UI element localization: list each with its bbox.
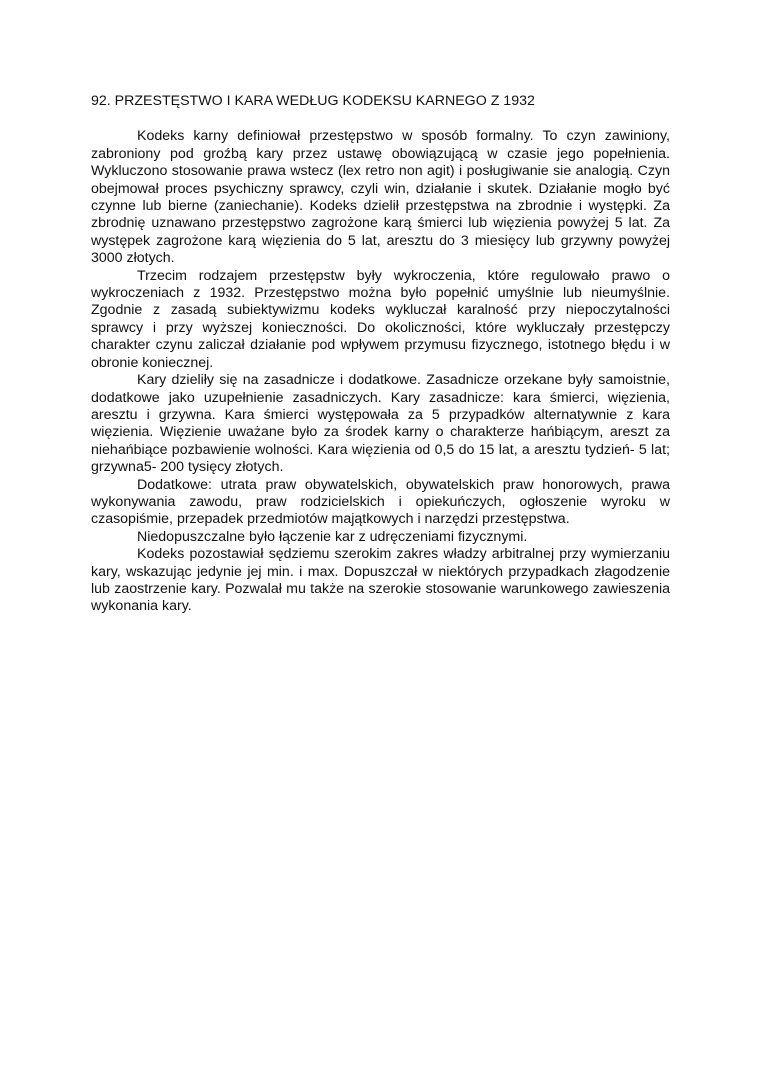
- paragraph-kary: Kary dzieliły się na zasadnicze i dodatkowe. Zasadnicze orzekane były samoistnie, dodatkowe jako uzupełnienie zasadniczych. Kary zasadnicze: kara śmierci, więzienia, aresztu i grzywna. Kara śmierci występowała za 5 przypadków alternatywnie z kara więzienia. Więzienie uważane było za środek karny o charakterze hańbiącym, areszt za niehańbiące pozbawienie wolności. Kara więzienia od 0,5 do 15 lat, a aresztu tydzień- 5 lat; grzywna5- 200 tysięcy złotych.: [91, 372, 670, 476]
- paragraph-dodatkowe: Dodatkowe: utrata praw obywatelskich, obywatelskich praw honorowych, prawa wykonywania zawodu, praw rodzicielskich i opiekuńczych, ogłoszenie wyroku w czasopiśmie, przepadek przedmiotów majątkowych i narzędzi przestępstwa.: [91, 476, 670, 528]
- document-title: 92. PRZESTĘSTWO I KARA WEDŁUG KODEKSU KARNEGO Z 1932: [91, 93, 535, 109]
- document-body: [91, 93, 670, 616]
- paragraph-sedzia: Kodeks pozostawiał sędziemu szerokim zakres władzy arbitralnej przy wymierzaniu kary, wskazując jedynie jej min. i max. Dopuszczał w niektórych przypadkach złagodzenie lub zaostrzenie kary. Pozwalał mu także na szerokie stosowanie warunkowego zawieszenia wykonania kary.: [91, 546, 670, 615]
- paragraph-definition: Kodeks karny definiował przestępstwo w sposób formalny. To czyn zawiniony, zabroniony pod groźbą kary przez ustawę obowiązującą w czasie jego popełnienia. Wykluczono stosowanie prawa wstecz (lex retro non agit) i posługiwanie sie analogią. Czyn obejmował proces psychiczny sprawcy, czyli win, działanie i skutek. Działanie mogło być czynne lub bierne (zaniechanie). Kodeks dzielił przestępstwa na zbrodnie i występki. Za zbrodnię uznawano przestępstwo zagrożone karą śmierci lub więzienia powyżej 5 lat. Za występek zagrożone karą więzienia do 5 lat, aresztu do 3 miesięcy lub grzywny powyżej 3000 złotych.: [91, 128, 670, 267]
- paragraph-wykroczenia: Trzecim rodzajem przestępstw były wykroczenia, które regulowało prawo o wykroczeniach z 1932. Przestępstwo można było popełnić umyślnie lub nieumyślnie. Zgodnie z zasadą subiektywizmu kodeks wykluczał karalność przy niepoczytalności sprawcy i przy wyższej konieczności. Do okoliczności, które wykluczały przestępczy charakter czynu zaliczał działanie pod wpływem przymusu fizycznego, istotnego błędu i w obronie koniecznej.: [91, 267, 670, 371]
- paragraph-niedopuszczalne: Niedopuszczalne było łączenie kar z udręczeniami fizycznymi.: [137, 528, 528, 545]
